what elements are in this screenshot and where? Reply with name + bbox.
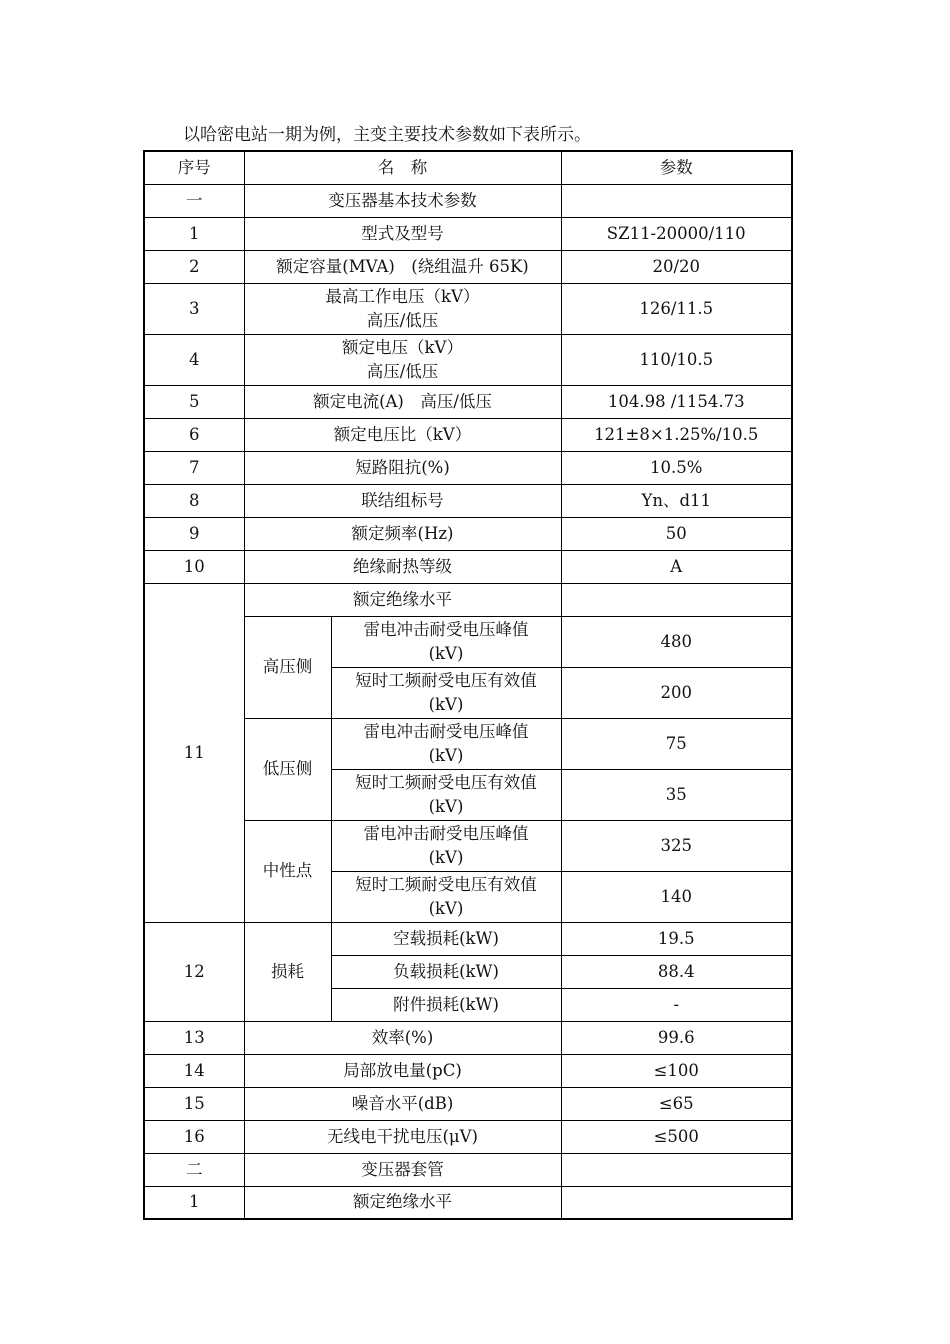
header-param: 参数 — [561, 151, 792, 184]
table-row — [144, 334, 792, 385]
group-label: 损耗 — [244, 922, 331, 1021]
row-no: 一 — [144, 184, 244, 217]
row-name-line2: 高压/低压 — [366, 361, 439, 381]
row-name-line2: (kV) — [428, 898, 464, 918]
table-row — [144, 184, 792, 217]
row-param: 88.4 — [561, 955, 792, 988]
row-param: 50 — [561, 517, 792, 550]
row-name-line1: 雷电冲击耐受电压峰值 — [363, 619, 529, 639]
row-name: 额定容量(MVA) (绕组温升 65K) — [244, 250, 561, 283]
row-name-line1: 最高工作电压（kV） — [325, 286, 480, 306]
table-row — [144, 1186, 792, 1219]
row-name — [331, 871, 561, 922]
table-row — [144, 583, 792, 616]
row-no: 10 — [144, 550, 244, 583]
row-name-line1: 短时工频耐受电压有效值 — [355, 874, 537, 894]
table-row — [144, 922, 792, 955]
row-no: 12 — [144, 922, 244, 1021]
row-name: 额定电压比（kV） — [244, 418, 561, 451]
row-name — [331, 820, 561, 871]
row-param: 10.5% — [561, 451, 792, 484]
header-no: 序号 — [144, 151, 244, 184]
table-header-row — [144, 151, 792, 184]
row-name-line2: (kV) — [428, 796, 464, 816]
group-label: 高压侧 — [244, 616, 331, 718]
row-no: 11 — [144, 583, 244, 922]
row-name-line2: (kV) — [428, 694, 464, 714]
row-param: ≤500 — [561, 1120, 792, 1153]
row-param: 110/10.5 — [561, 334, 792, 385]
row-name-line2: (kV) — [428, 847, 464, 867]
row-name: 效率(%) — [244, 1021, 561, 1054]
row-param: 200 — [561, 667, 792, 718]
table-row — [144, 517, 792, 550]
row-name-line1: 雷电冲击耐受电压峰值 — [363, 721, 529, 741]
row-name: 型式及型号 — [244, 217, 561, 250]
table-row — [144, 418, 792, 451]
group-label: 中性点 — [244, 820, 331, 922]
row-name-line1: 短时工频耐受电压有效值 — [355, 670, 537, 690]
row-param: ≤65 — [561, 1087, 792, 1120]
row-name: 绝缘耐热等级 — [244, 550, 561, 583]
row-param: 20/20 — [561, 250, 792, 283]
table-row — [144, 250, 792, 283]
row-name — [331, 769, 561, 820]
table-row — [144, 217, 792, 250]
row-name: 局部放电量(pC) — [244, 1054, 561, 1087]
row-name: 负载损耗(kW) — [331, 955, 561, 988]
row-param: - — [561, 988, 792, 1021]
row-no: 9 — [144, 517, 244, 550]
table-row — [144, 1054, 792, 1087]
row-name — [244, 283, 561, 334]
row-param: A — [561, 550, 792, 583]
row-param — [561, 1186, 792, 1219]
row-no: 1 — [144, 217, 244, 250]
row-name — [331, 616, 561, 667]
row-name: 空载损耗(kW) — [331, 922, 561, 955]
row-no: 8 — [144, 484, 244, 517]
row-no: 15 — [144, 1087, 244, 1120]
row-name-line1: 额定电压（kV） — [342, 337, 463, 357]
table-row — [144, 385, 792, 418]
table-row — [144, 1021, 792, 1054]
row-no: 2 — [144, 250, 244, 283]
row-no: 7 — [144, 451, 244, 484]
row-name-line2: 高压/低压 — [366, 310, 439, 330]
row-param: ≤100 — [561, 1054, 792, 1087]
row-param: 480 — [561, 616, 792, 667]
row-name: 噪音水平(dB) — [244, 1087, 561, 1120]
row-name: 额定频率(Hz) — [244, 517, 561, 550]
row-no: 14 — [144, 1054, 244, 1087]
row-param — [561, 583, 792, 616]
table-row — [144, 484, 792, 517]
row-name: 额定绝缘水平 — [244, 1186, 561, 1219]
row-no: 3 — [144, 283, 244, 334]
table-row — [144, 550, 792, 583]
row-name: 联结组标号 — [244, 484, 561, 517]
row-no: 6 — [144, 418, 244, 451]
table-row — [144, 1120, 792, 1153]
row-param: 75 — [561, 718, 792, 769]
header-name: 名 称 — [244, 151, 561, 184]
row-param: 104.98 /1154.73 — [561, 385, 792, 418]
row-no: 4 — [144, 334, 244, 385]
table-row — [144, 1087, 792, 1120]
transformer-spec-table — [143, 150, 793, 1220]
row-name — [244, 334, 561, 385]
row-param: 140 — [561, 871, 792, 922]
row-name: 变压器基本技术参数 — [244, 184, 561, 217]
row-param: 35 — [561, 769, 792, 820]
group-label: 低压侧 — [244, 718, 331, 820]
row-param: 99.6 — [561, 1021, 792, 1054]
row-param: 325 — [561, 820, 792, 871]
row-name: 变压器套管 — [244, 1153, 561, 1186]
table-row — [144, 1153, 792, 1186]
row-name — [331, 718, 561, 769]
row-no: 16 — [144, 1120, 244, 1153]
row-param — [561, 184, 792, 217]
row-param — [561, 1153, 792, 1186]
row-name: 附件损耗(kW) — [331, 988, 561, 1021]
row-name: 额定绝缘水平 — [244, 583, 561, 616]
row-param: Yn、d11 — [561, 484, 792, 517]
row-no: 1 — [144, 1186, 244, 1219]
row-no: 二 — [144, 1153, 244, 1186]
row-name-line1: 短时工频耐受电压有效值 — [355, 772, 537, 792]
row-name: 额定电流(A) 高压/低压 — [244, 385, 561, 418]
row-name: 无线电干扰电压(μV) — [244, 1120, 561, 1153]
row-param: SZ11-20000/110 — [561, 217, 792, 250]
row-param: 126/11.5 — [561, 283, 792, 334]
row-no: 13 — [144, 1021, 244, 1054]
row-param: 121±8×1.25%/10.5 — [561, 418, 792, 451]
row-name: 短路阻抗(%) — [244, 451, 561, 484]
intro-text: 以哈密电站一期为例，主变主要技术参数如下表所示。 — [183, 125, 591, 145]
table-row — [144, 451, 792, 484]
row-no: 5 — [144, 385, 244, 418]
row-name-line2: (kV) — [428, 643, 464, 663]
table-row — [144, 283, 792, 334]
row-name-line2: (kV) — [428, 745, 464, 765]
row-param: 19.5 — [561, 922, 792, 955]
row-name-line1: 雷电冲击耐受电压峰值 — [363, 823, 529, 843]
row-name — [331, 667, 561, 718]
